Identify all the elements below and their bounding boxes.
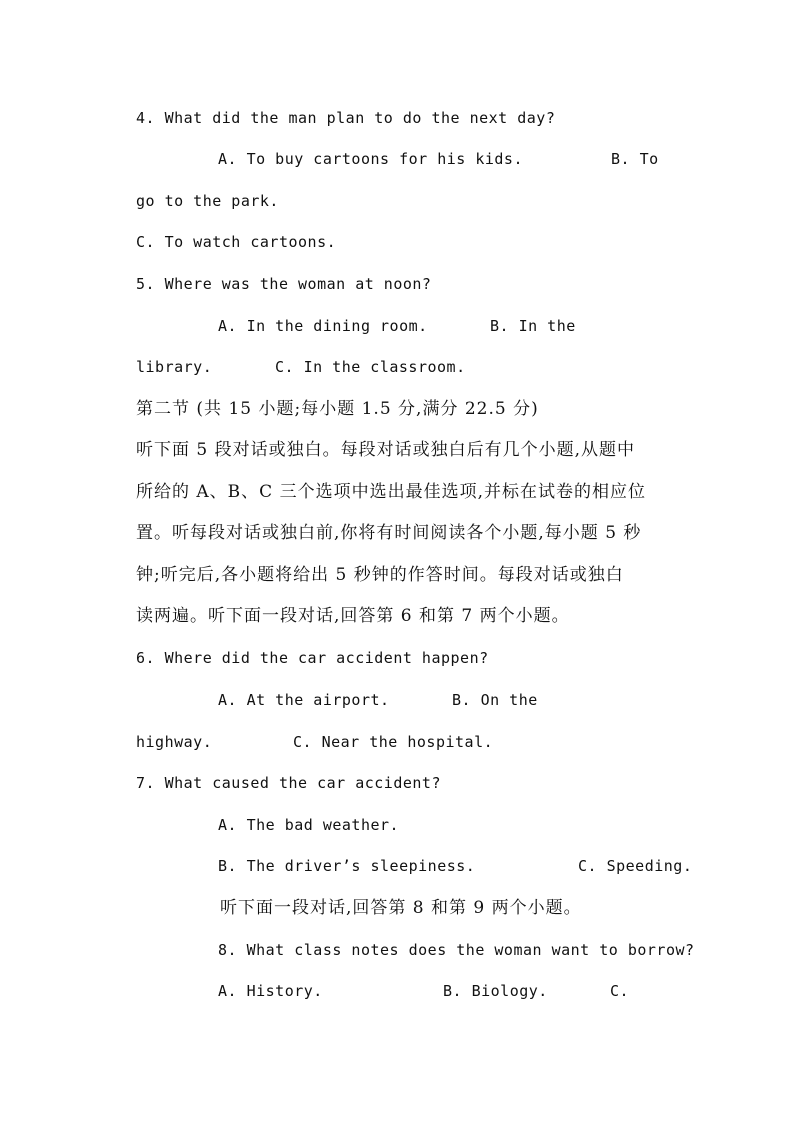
question-4-option-c: C. To watch cartoons.	[136, 233, 337, 251]
question-5-option-b-continued: library.	[136, 358, 213, 376]
question-8-option-b: B. Biology.	[443, 982, 548, 1000]
question-7-option-b: B. The driver’s sleepiness.	[218, 857, 476, 875]
question-4-stem: 4. What did the man plan to do the next day?	[136, 109, 556, 127]
question-6-option-c: C. Near the hospital.	[293, 733, 494, 751]
section-2-instruction-line-5: 读两遍。听下面一段对话,回答第 6 和第 7 两个小题。	[136, 606, 570, 626]
question-5-option-a: A. In the dining room.	[218, 317, 428, 335]
question-5-option-c: C. In the classroom.	[275, 358, 466, 376]
question-7-option-c: C. Speeding.	[578, 857, 693, 875]
question-4-option-b: B. To	[611, 150, 659, 168]
question-8-option-a: A. History.	[218, 982, 323, 1000]
section-2-heading: 第二节 (共 15 小题;每小题 1.5 分,满分 22.5 分)	[136, 399, 539, 419]
question-6-stem: 6. Where did the car accident happen?	[136, 649, 489, 667]
section-2-instruction-line-1: 听下面 5 段对话或独白。每段对话或独白后有几个小题,从题中	[136, 440, 636, 460]
section-2-instruction-line-3: 置。听每段对话或独白前,你将有时间阅读各个小题,每小题 5 秒	[136, 523, 642, 543]
question-6-option-b-continued: highway.	[136, 733, 213, 751]
question-7-stem: 7. What caused the car accident?	[136, 774, 441, 792]
question-4-option-a: A. To buy cartoons for his kids.	[218, 150, 523, 168]
question-5-option-b: B. In the	[490, 317, 576, 335]
question-8-option-c: C.	[610, 982, 630, 1000]
question-5-stem: 5. Where was the woman at noon?	[136, 275, 432, 293]
dialog-8-9-instruction: 听下面一段对话,回答第 8 和第 9 两个小题。	[220, 898, 582, 918]
question-6-option-b: B. On the	[452, 691, 538, 709]
question-8-stem: 8. What class notes does the woman want to borrow?	[218, 941, 695, 959]
question-4-option-b-continued: go to the park.	[136, 192, 279, 210]
section-2-instruction-line-2: 所给的 A、B、C 三个选项中选出最佳选项,并标在试卷的相应位	[136, 482, 646, 502]
question-6-option-a: A. At the airport.	[218, 691, 390, 709]
question-7-option-a: A. The bad weather.	[218, 816, 400, 834]
section-2-instruction-line-4: 钟;听完后,各小题将给出 5 秒钟的作答时间。每段对话或独白	[136, 565, 624, 585]
